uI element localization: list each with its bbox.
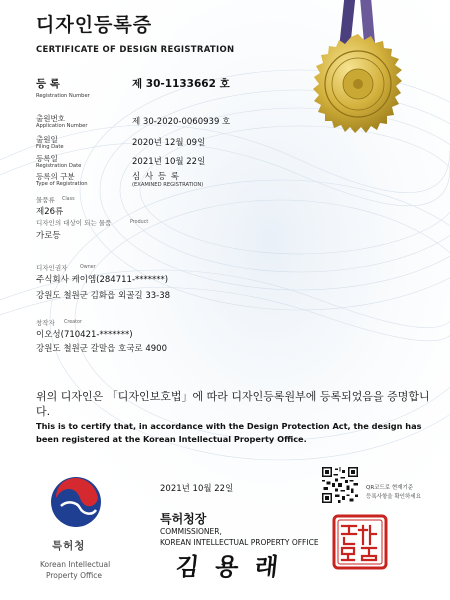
application-number-label-english: Application Number <box>36 123 88 129</box>
creator-name: 이오성(710421-*******) <box>36 330 133 340</box>
issue-date: 2021년 10월 22일 <box>160 484 234 494</box>
filing-date-value: 2020년 12월 09일 <box>132 138 206 148</box>
kipo-logo-text-english-line1: Korean Intellectual <box>40 560 111 569</box>
qr-note-line1: QR코드로 현재기준 <box>366 485 414 491</box>
class-label: 물품류 <box>36 196 55 204</box>
kipo-logo-text-korean: 특허청 <box>52 540 86 552</box>
product-value: 가로등 <box>36 231 61 241</box>
certification-statement-english: This is to certify that, in accordance with the Design Protection Act, the design has been registered at the Korean Intellectual Property Office. <box>36 421 422 444</box>
creator-label: 창작자 <box>36 319 55 327</box>
certification-statement-korean: 위의 디자인은 「디자인보호법」에 따라 디자인등록원부에 등록되었음을 증명합니다. <box>36 390 430 418</box>
product-label-english: Product <box>130 220 149 225</box>
registration-date-value: 2021년 10월 22일 <box>132 157 206 167</box>
owner-address: 강원도 철원군 김화읍 외골길 33-38 <box>36 291 171 301</box>
registration-type-label-english: Type of Registration <box>36 181 88 187</box>
creator-address: 강원도 철원군 갈말읍 호국로 4900 <box>36 344 167 354</box>
registration-type-value: 심 사 등 록 <box>132 172 180 182</box>
creator-label-english: Creator <box>64 320 82 325</box>
owner-label: 디자인권자 <box>36 264 68 272</box>
certificate-title-korean: 디자인등록증 <box>36 14 153 36</box>
kipo-logo-icon <box>50 476 102 528</box>
registration-number: 제 30-1133662 호 <box>132 78 230 90</box>
class-label-english: Class <box>62 197 75 202</box>
qr-note-line2: 등록사항을 확인하세요 <box>366 494 421 500</box>
filing-date-label-english: Filing Date <box>36 144 64 150</box>
commissioner-title-english-line1: COMMISSIONER, <box>160 527 222 536</box>
certificate-title-english: CERTIFICATE OF DESIGN REGISTRATION <box>36 45 235 55</box>
registration-label-english: Registration Number <box>36 93 90 99</box>
official-red-seal-icon <box>332 514 388 570</box>
commissioner-title-korean: 특허청장 <box>160 512 207 526</box>
registration-type-label: 등록의 구분 <box>36 172 75 181</box>
application-number-value: 제 30-2020-0060939 호 <box>132 117 231 127</box>
registration-label-korean: 등 록 <box>36 78 60 90</box>
owner-name: 주식회사 케이엠(284711-*******) <box>36 275 169 285</box>
kipo-logo-text-english-line2: Property Office <box>46 571 103 580</box>
application-number-label: 출원번호 <box>36 114 65 123</box>
registration-date-label: 등록일 <box>36 154 58 163</box>
commissioner-title-english-line2: KOREAN INTELLECTUAL PROPERTY OFFICE <box>160 538 319 547</box>
commissioner-signature: 김 용 래 <box>174 552 284 581</box>
filing-date-label: 출원일 <box>36 135 58 144</box>
registration-date-label-english: Registration Date <box>36 163 82 169</box>
product-label: 디자인의 대상이 되는 물품 <box>36 219 112 227</box>
registration-type-value-english: (EXAMINED REGISTRATION) <box>132 182 204 188</box>
class-value: 제26류 <box>36 207 64 217</box>
qr-code-icon <box>322 467 358 503</box>
owner-label-english: Owner <box>80 265 96 270</box>
gold-seal-icon <box>306 32 410 136</box>
